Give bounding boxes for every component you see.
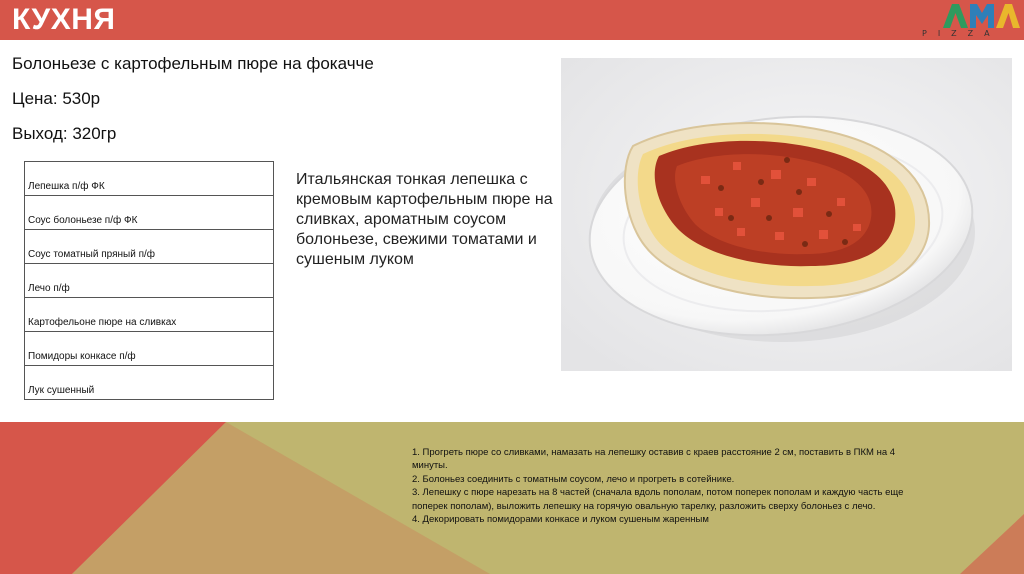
- dish-name: Болоньезе с картофельным пюре на фокачче: [12, 54, 374, 73]
- ingredients-table: [24, 161, 274, 400]
- ingredient-cell: Лепешка п/ф ФК: [25, 162, 274, 196]
- table-row: [25, 298, 274, 332]
- table-row: [25, 264, 274, 298]
- ingredient-cell: Помидоры конкасе п/ф: [25, 332, 274, 366]
- ingredient-cell: Соус томатный пряный п/ф: [25, 230, 274, 264]
- table-row: [25, 230, 274, 264]
- logo-subtitle: PIZZA: [922, 29, 1001, 38]
- ingredient-cell: Соус болоньезе п/ф ФК: [25, 196, 274, 230]
- table-row: [25, 332, 274, 366]
- mama-pizza-logo: [916, 4, 1020, 40]
- dish-yield: Выход: 320гр: [12, 124, 117, 143]
- header-bar: [0, 0, 1024, 40]
- table-row: [25, 196, 274, 230]
- step-item: 1. Прогреть пюре со сливками, намазать на лепешку оставив с краев расстояние 2 см, поставить в ПКМ на 4 минуты.: [412, 447, 896, 472]
- table-row: [25, 366, 274, 400]
- cooking-steps: [412, 446, 912, 526]
- table-row: [25, 162, 274, 196]
- logo-letters: [916, 4, 1020, 28]
- step-item: 2. Болоньез соединить с томатным соусом, лечо и прогреть в сотейнике.: [412, 473, 735, 485]
- ingredient-cell: Лечо п/ф: [25, 264, 274, 298]
- plate-illustration: [561, 58, 1012, 371]
- step-item: 3. Лепешку с пюре нарезать на 8 частей (сначала вдоль пополам, потом поперек пополам и каждую часть еще поперек пополам), выложить лепешку на горячую овальную тарелку, разложить сверху болоньез с лечо.: [412, 487, 904, 512]
- dish-price: Цена: 530р: [12, 89, 101, 108]
- dish-description: Итальянская тонкая лепешка с кремовым картофельным пюре на сливках, ароматным соусом болоньезе, свежими томатами и сушеным луком: [296, 171, 553, 268]
- header-title: КУХНЯ: [12, 3, 116, 36]
- step-item: 4. Декорировать помидорами конкасе и луком сушеным жаренным: [412, 514, 709, 526]
- ingredient-cell: Лук сушенный: [25, 366, 274, 400]
- dish-photo: [561, 58, 1012, 371]
- ingredient-cell: Картофельоне пюре на сливках: [25, 298, 274, 332]
